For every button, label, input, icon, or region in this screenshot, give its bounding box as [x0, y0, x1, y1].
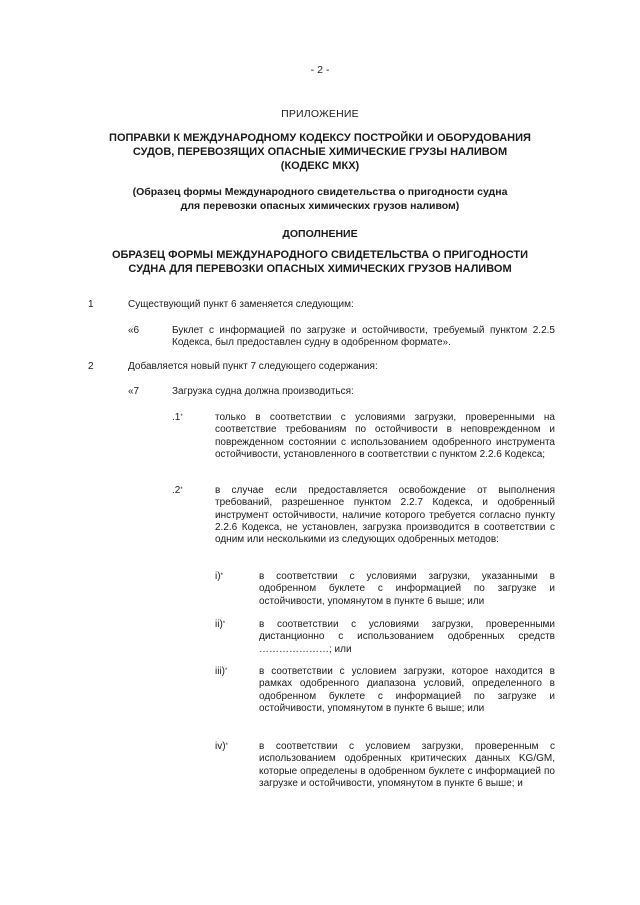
item-1-quote-text: Буклет с информацией по загрузке и остойчивости, требуемый пунктом 2.2.5 Кодекса, был предоставлен судну в одобренном формате».	[172, 325, 555, 349]
section-title	[0, 248, 640, 276]
item-1-number: 1	[88, 299, 94, 310]
roman-item-number-text: iv)	[215, 741, 226, 752]
item-1-quote-number: «6	[128, 325, 140, 336]
roman-item-number-text: iii)	[215, 666, 225, 677]
section-title-line: ОБРАЗЕЦ ФОРМЫ МЕЖДУНАРОДНОГО СВИДЕТЕЛЬСТВА О ПРИГОДНОСТИ	[111, 249, 529, 261]
subtitle-line: для перевозки опасных химических грузов наливом)	[180, 199, 460, 212]
footnote-mark: *	[225, 668, 228, 674]
roman-item-number	[215, 666, 227, 678]
main-title	[0, 131, 640, 173]
subitem-2-number-text: .2	[172, 485, 181, 496]
subitem-1-text: только в соответствии с условиями загрузки, проверенными на соответствие требованиям по остойчивости в неповрежденном и поврежденном состоянии с использованием одобренного инструмента остойчивости, установленного в соответствии с пунктом 2.2.6 Кодекса;	[215, 412, 555, 460]
roman-item-number	[215, 619, 225, 631]
page-number: - 2 -	[310, 64, 330, 76]
item-2-number: 2	[88, 361, 94, 372]
roman-item-text: в соответствии с условиями загрузки, проверенными дистанционно с использованием одобренных средств …………………; или	[259, 619, 555, 655]
subtitle	[0, 186, 640, 213]
roman-item-text: в соответствии с условием загрузки, которое находится в рамках одобренного диапазона условий, определенного в одобренном буклете с информацией по загрузке и остойчивости, упомянутом в пункте 6 выше; или	[259, 666, 555, 714]
section-title-line: СУДНА ДЛЯ ПЕРЕВОЗКИ ОПАСНЫХ ХИМИЧЕСКИХ ГРУЗОВ НАЛИВОМ	[128, 263, 512, 275]
item-2-quote-number: «7	[128, 386, 140, 397]
footnote-mark: *	[180, 487, 183, 493]
footnote-mark: *	[180, 414, 183, 420]
roman-item-number-text: ii)	[215, 619, 223, 630]
supplement-title: ДОПОЛНЕНИЕ	[282, 228, 358, 240]
annex-title: ПРИЛОЖЕНИЕ	[281, 108, 359, 120]
subtitle-line: (Образец формы Международного свидетельства о пригодности судна	[132, 186, 508, 198]
main-title-line: СУДОВ, ПЕРЕВОЗЯЩИХ ОПАСНЫЕ ХИМИЧЕСКИЕ ГРУЗЫ НАЛИВОМ	[132, 146, 508, 158]
main-title-line: ПОПРАВКИ К МЕЖДУНАРОДНОМУ КОДЕКСУ ПОСТРОЙКИ И ОБОРУДОВАНИЯ	[109, 132, 531, 144]
item-2-quote-text: Загрузка судна должна производиться:	[172, 386, 354, 397]
subitem-2-text: в случае если предоставляется освобождение от выполнения требований, разрешенное пунктом 2.2.7 Кодекса, и одобренный инструмент остойчивости, наличие которого требуется согласно пункту 2.2.6 Кодекса, не установлен, загрузка производится в соответствии с одним или несколькими из следующих одобренных методов:	[215, 485, 555, 546]
subitem-1-number-text: .1	[172, 412, 181, 423]
roman-item-text: в соответствии с условием загрузки, проверенным с использованием одобренных критических данных KG/GM, которые определены в одобренном буклете с информацией по загрузке и остойчивости, упомянутом в пункте 6 выше; и	[259, 741, 555, 789]
footnote-mark: *	[220, 573, 223, 579]
subitem-1-number	[172, 412, 183, 424]
roman-item-text: в соответствии с условиями загрузки, указанными в одобренном буклете с информацией по загрузке и остойчивости, упомянутом в пункте 6 выше; или	[259, 571, 555, 607]
subitem-2-number	[172, 485, 183, 497]
main-title-line: (КОДЕКС МКХ)	[280, 160, 360, 172]
item-1-text: Существующий пункт 6 заменяется следующим:	[128, 299, 354, 310]
roman-item-number-text: i)	[215, 571, 221, 582]
footnote-mark: *	[222, 621, 226, 627]
item-2-text: Добавляется новый пункт 7 следующего содержания:	[128, 361, 378, 372]
footnote-mark: *	[225, 743, 228, 749]
roman-item-number	[215, 571, 223, 583]
roman-item-number	[215, 741, 228, 753]
